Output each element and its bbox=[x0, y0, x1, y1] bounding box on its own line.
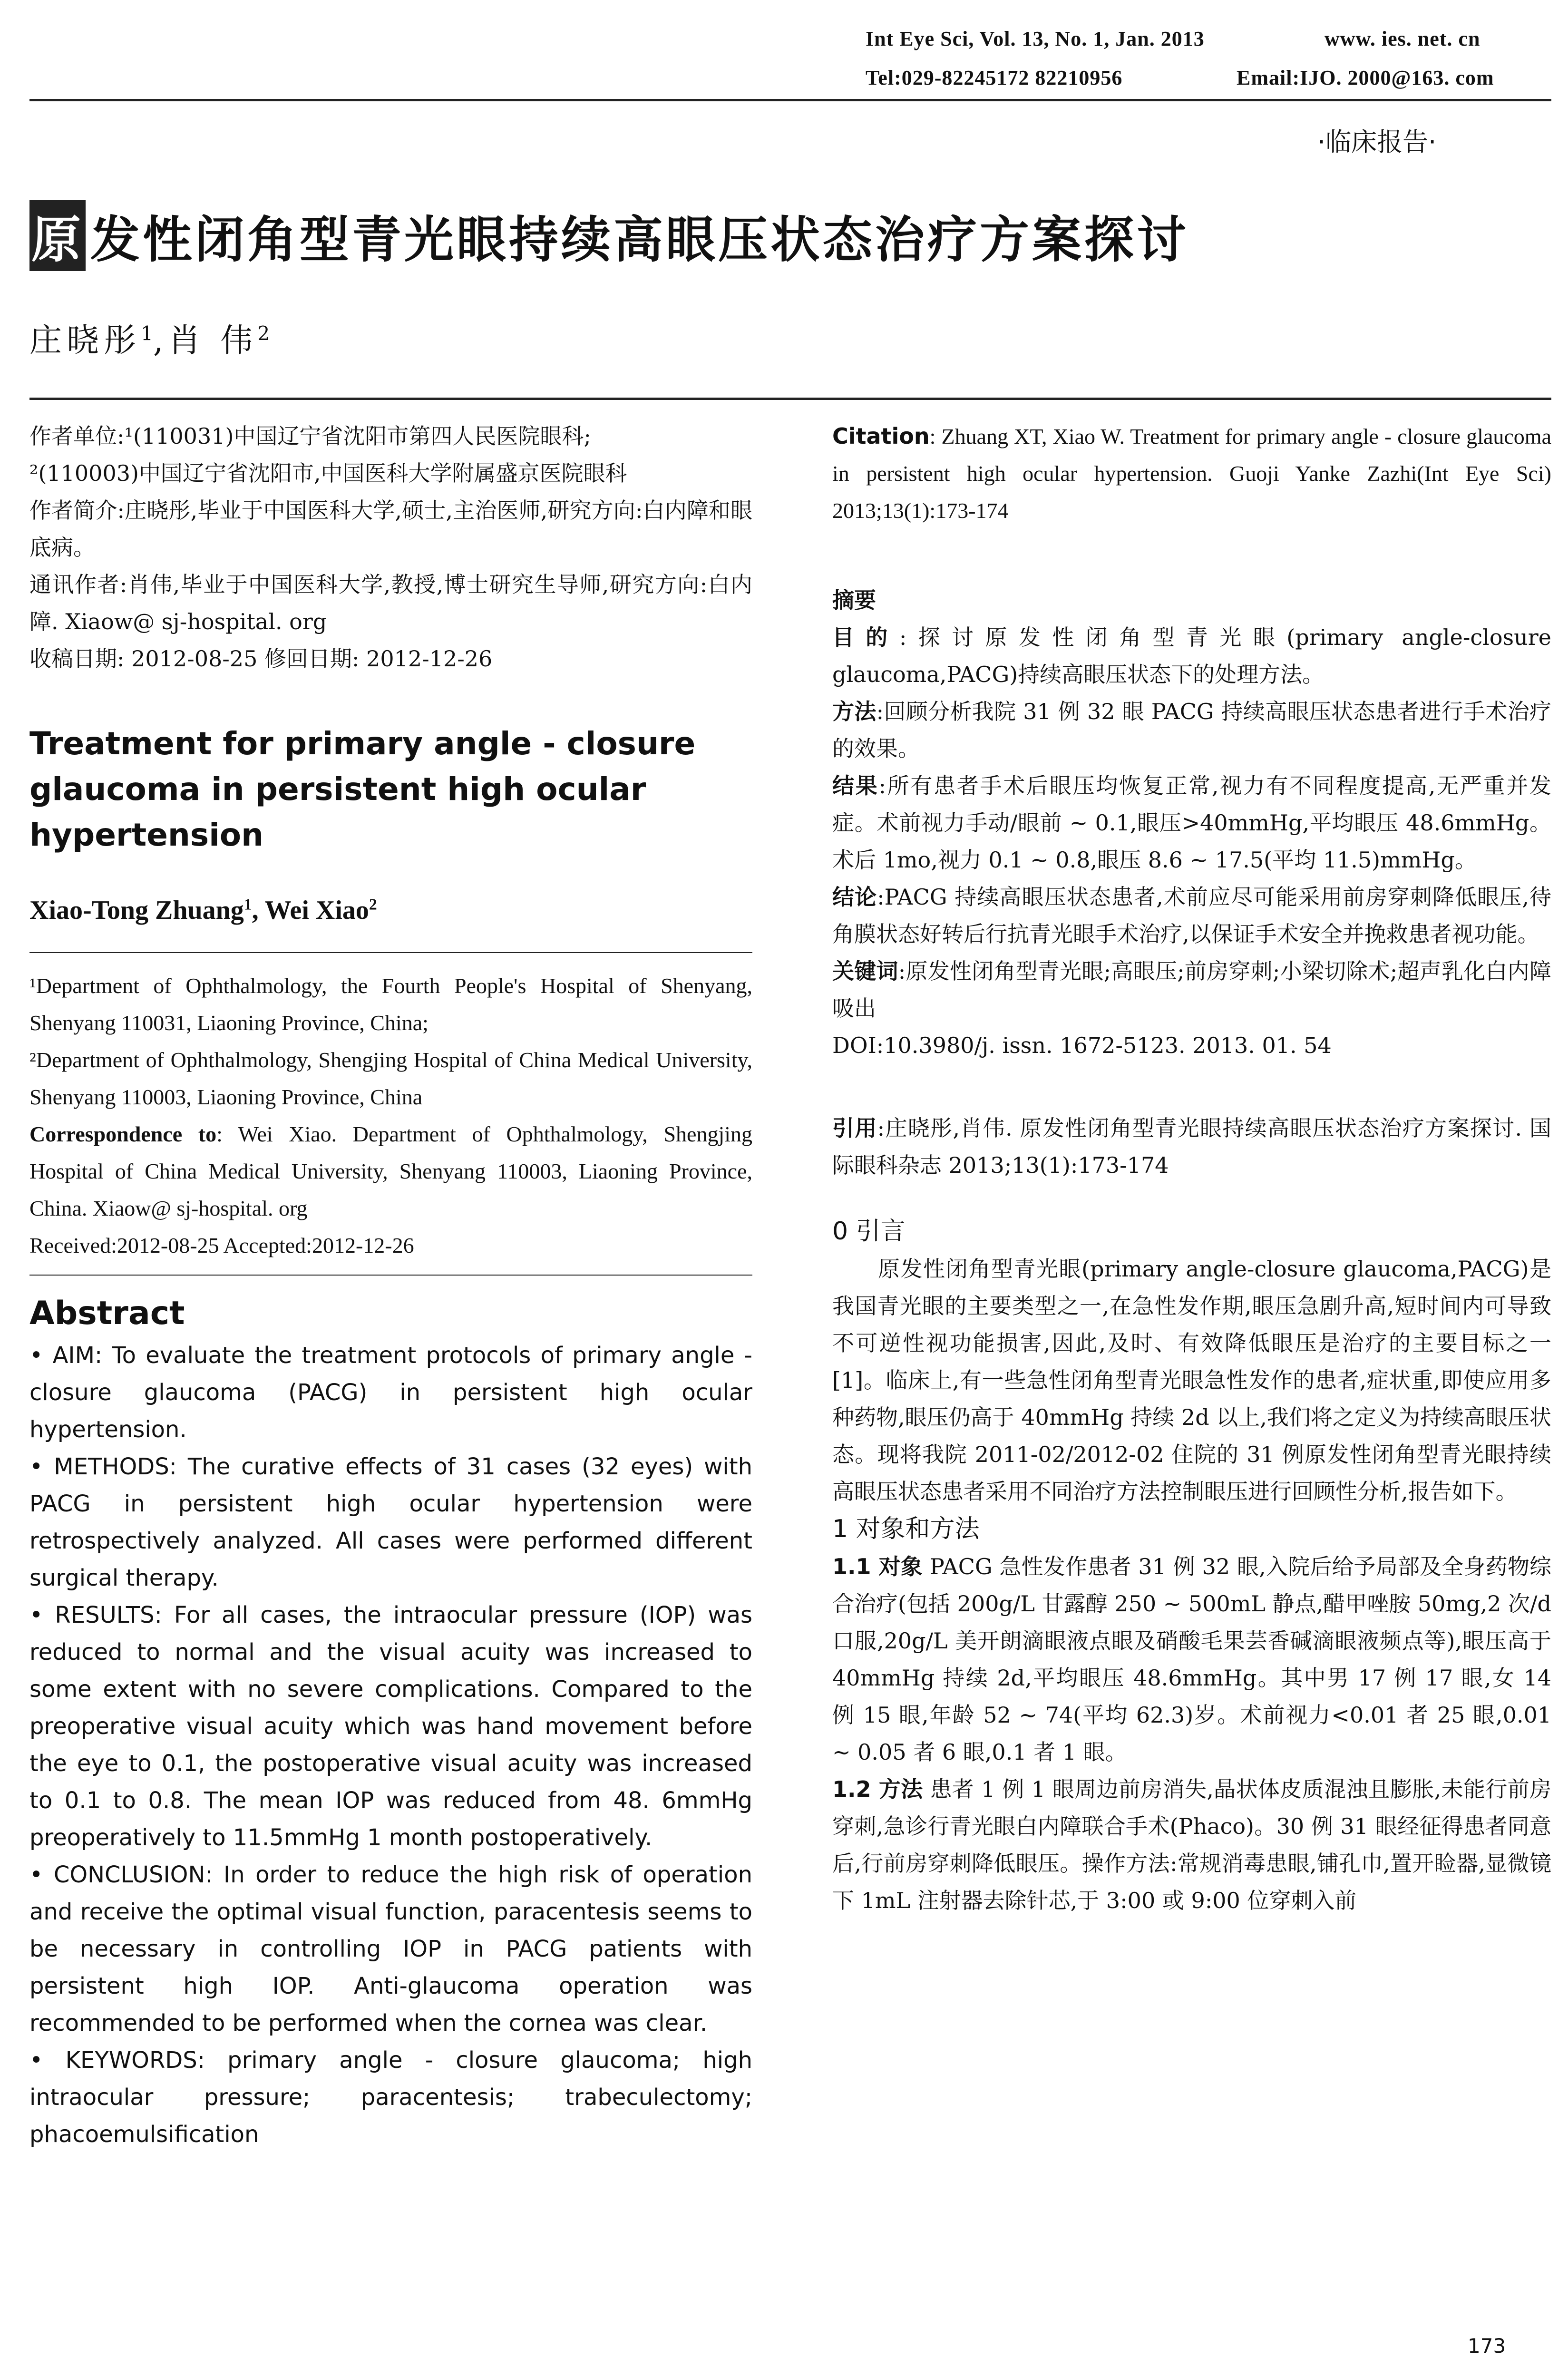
english-authors bbox=[29, 895, 752, 925]
author-2-en: Wei Xiao bbox=[264, 896, 369, 925]
cn-corresponding: 通讯作者:肖伟,毕业于中国医科大学,教授,博士研究生导师,研究方向:白内障. Xiaow@ sj-hospital. org bbox=[29, 572, 752, 634]
citation-en-text: : Zhuang XT, Xiao W. Treatment for primary angle - closure glaucoma in persistent high ocular hypertension. Guoji Yanke Zazhi(Int Eye Sci) 2013;13(1):173-174 bbox=[832, 424, 1551, 523]
cn-abstract-conclusion bbox=[832, 878, 1551, 953]
abstract-heading: Abstract bbox=[29, 1295, 185, 1332]
subjects-text: PACG 急性发作患者 31 例 32 眼,入院后给予局部及全身药物综合治疗(包括 200g/L 甘露醇 250 ~ 500mL 静点,醋甲唑胺 50mg,2 次/d 口服,20g/L 美开朗滴眼液点眼及硝酸毛果芸香碱滴眼液频点等),眼压高于 40mmHg 持续 2d,平均眼压 48.6mmHg。其中男 17 例 17 眼,女 14 例 15 眼,年龄 52 ~ 74(平均 62.3)岁。术前视力<0.01 者 25 眼,0.01 ~ 0.05 者 6 眼,0.1 者 1 眼。 bbox=[832, 1554, 1551, 1765]
article-title bbox=[29, 200, 1551, 271]
english-affiliation-1: ¹Department of Ophthalmology, the Fourth People's Hospital of Shenyang, Shenyang 110031, Liaoning Province, China; bbox=[29, 974, 752, 1035]
english-dates: Received:2012-08-25 Accepted:2012-12-26 bbox=[29, 1233, 414, 1257]
citation-cn-text: :庄晓彤,肖伟. 原发性闭角型青光眼持续高眼压状态治疗方案探讨. 国际眼科杂志 2013;13(1):173-174 bbox=[832, 1115, 1552, 1178]
method-label: 1.2 方法 bbox=[832, 1776, 923, 1802]
left-column bbox=[29, 418, 752, 2153]
english-affiliation-2: ²Department of Ophthalmology, Shengjing Hospital of China Medical University, Shenyang 110003, Liaoning Province, China bbox=[29, 1048, 752, 1109]
journal-email: Email:IJO. 2000@163. com bbox=[1237, 66, 1494, 89]
abstract-aim: • AIM: To evaluate the treatment protocols of primary angle - closure glaucoma (PACG) in persistent high ocular hypertension. bbox=[29, 1342, 752, 1443]
abstract-rule bbox=[29, 1275, 752, 1276]
cn-abstract-heading: 摘要 bbox=[832, 587, 876, 613]
cn-meta bbox=[29, 418, 752, 677]
correspondence-label: Correspondence to bbox=[29, 1122, 217, 1146]
abstract-results: • RESULTS: For all cases, the intraocular pressure (IOP) was reduced to normal and the visual acuity was increased to some extent with no severe complications. Compared to the preoperative visual acuity which was hand movement before the eye to 0.1, the postoperative visual acuity was increased to 0.1 to 0.8. The mean IOP was reduced from 48. 6mmHg preoperatively to 11.5mmHg 1 month postoperatively. bbox=[29, 1602, 752, 1851]
journal-tel: Tel:029-82245172 82210956 bbox=[866, 66, 1123, 89]
cn-keywords-text: :原发性闭角型青光眼;高眼压;前房穿刺;小梁切除术;超声乳化白内障吸出 bbox=[832, 958, 1551, 1021]
method-text: 患者 1 例 1 眼周边前房消失,晶状体皮质混浊且膨胀,未能行前房穿刺,急诊行青光眼白内障联合手术(Phaco)。30 例 31 眼经征得患者同意后,行前房穿刺降低眼压。操作方法:常规消毒患眼,铺孔巾,置开睑器,显微镜下 1mL 注射器去除针芯,于 3:00 或 9:00 位穿刺入前 bbox=[832, 1776, 1551, 1913]
cn-results-label: 结果 bbox=[832, 773, 879, 799]
header-rule bbox=[29, 99, 1551, 101]
subjects-label: 1.1 对象 bbox=[832, 1554, 923, 1579]
author-2-en-sup: 2 bbox=[369, 896, 377, 914]
cn-affiliation-1: 作者单位:¹(110031)中国辽宁省沈阳市第四人民医院眼科; bbox=[29, 423, 591, 449]
cn-keywords-label: 关键词 bbox=[832, 958, 898, 984]
english-title: Treatment for primary angle - closure glaucoma in persistent high ocular hypertension bbox=[29, 725, 696, 853]
cn-methods-text: :回顾分析我院 31 例 32 眼 PACG 持续高眼压状态患者进行手术治疗的效果。 bbox=[832, 699, 1552, 761]
cn-aim-label: 目的 bbox=[832, 624, 899, 650]
abstract-methods: • METHODS: The curative effects of 31 cases (32 eyes) with PACG in persistent high ocular hypertension were retrospectively analyzed. All cases were performed different surgical therapy. bbox=[29, 1453, 752, 1591]
citation-en-label: Citation bbox=[832, 423, 930, 449]
correspondence-text: : Wei Xiao. Department of Ophthalmology, Shengjing Hospital of China Medical University, Shenyang 110003, Liaoning Province, China. Xiaow@ sj-hospital. org bbox=[29, 1122, 753, 1220]
methods-heading: 1 对象和方法 bbox=[832, 1515, 980, 1543]
author-1-en-sup: 1 bbox=[243, 896, 252, 914]
subjects-paragraph bbox=[832, 1548, 1551, 1771]
title-rule bbox=[29, 398, 1551, 400]
citation-en bbox=[832, 418, 1551, 529]
abstract-keywords: • KEYWORDS: primary angle - closure glaucoma; high intraocular pressure; paracentesis; trabeculectomy; phacoemulsification bbox=[29, 2047, 752, 2148]
cn-abstract-methods bbox=[832, 693, 1551, 767]
cn-affiliation-2: ²(110003)中国辽宁省沈阳市,中国医科大学附属盛京医院眼科 bbox=[29, 460, 627, 486]
cn-abstract-results bbox=[832, 767, 1551, 878]
cn-conclusion-label: 结论 bbox=[832, 884, 877, 910]
cn-aim-text: :探讨原发性闭角型青光眼(primary angle-closure glaucoma,PACG)持续高眼压状态下的处理方法。 bbox=[832, 624, 1551, 687]
author-1-sup: 1 bbox=[141, 322, 153, 345]
cn-conclusion-text: :PACG 持续高眼压状态患者,术前应尽可能采用前房穿刺降低眼压,待角膜状态好转后行抗青光眼手术治疗,以保证手术安全并挽救患者视功能。 bbox=[832, 884, 1551, 947]
cn-dates: 收稿日期: 2012-08-25 修回日期: 2012-12-26 bbox=[29, 646, 493, 672]
citation-cn bbox=[832, 1110, 1551, 1184]
journal-website: www. ies. net. cn bbox=[1325, 27, 1480, 50]
cn-methods-label: 方法 bbox=[832, 699, 877, 724]
intro-heading: 0 引言 bbox=[832, 1217, 906, 1246]
intro-paragraph: 原发性闭角型青光眼(primary angle-closure glaucoma,PACG)是我国青光眼的主要类型之一,在急性发作期,眼压急剧升高,短时间内可导致不可逆性视功能损害,因此,及时、有效降低眼压是治疗的主要目标之一[1]。临床上,有一些急性闭角型青光眼急性发作的患者,症状重,即使应用多种药物,眼压仍高于 40mmHg 持续 2d 以上,我们将之定义为持续高眼压状态。现将我院 2011-02/2012-02 住院的 31 例原发性闭角型青光眼持续高眼压状态患者采用不同治疗方法控制眼压进行回顾性分析,报告如下。 bbox=[832, 1256, 1551, 1504]
title-dropcap: 原 bbox=[29, 200, 86, 271]
author-en-separator: , bbox=[252, 896, 265, 925]
page-number: 173 bbox=[1468, 2334, 1506, 2358]
right-column bbox=[832, 418, 1551, 1919]
author-2-sup: 2 bbox=[257, 322, 270, 345]
abstract-conclusion: • CONCLUSION: In order to reduce the high risk of operation and receive the optimal visual function, paracentesis seems to be necessary in controlling IOP in PACG patients with persistent high IOP. Anti-glaucoma operation was recommended to be performed when the cornea was clear. bbox=[29, 1861, 752, 2036]
citation-cn-label: 引用 bbox=[832, 1115, 877, 1141]
cn-abstract-keywords bbox=[832, 953, 1551, 1027]
section-tag: ·临床报告· bbox=[1317, 127, 1437, 157]
english-correspondence bbox=[29, 1116, 752, 1227]
author-1-en: Xiao-Tong Zhuang bbox=[29, 896, 244, 925]
author-1-cn: 庄晓彤 bbox=[29, 322, 141, 360]
method-paragraph bbox=[832, 1771, 1551, 1919]
author-2-cn: 肖 伟 bbox=[168, 322, 258, 360]
cn-results-text: :所有患者手术后眼压均恢复正常,视力有不同程度提高,无严重并发症。术前视力手动/眼前 ~ 0.1,眼压>40mmHg,平均眼压 48.6mmHg。术后 1mo,视力 0.1 ~ 0.8,眼压 8.6 ~ 17.5(平均 11.5)mmHg。 bbox=[832, 773, 1551, 873]
author-separator: , bbox=[153, 322, 168, 360]
journal-info: Int Eye Sci, Vol. 13, No. 1, Jan. 2013 bbox=[866, 27, 1205, 50]
affil-rule bbox=[29, 952, 752, 953]
cn-abstract-aim bbox=[832, 619, 1551, 693]
authors-cn bbox=[29, 315, 270, 361]
title-text: 发性闭角型青光眼持续高眼压状态治疗方案探讨 bbox=[90, 211, 1189, 269]
cn-author-bio: 作者简介:庄晓彤,毕业于中国医科大学,硕士,主治医师,研究方向:白内障和眼底病。 bbox=[29, 497, 752, 560]
doi: DOI:10.3980/j. issn. 1672-5123. 2013. 01. 54 bbox=[832, 1033, 1332, 1058]
